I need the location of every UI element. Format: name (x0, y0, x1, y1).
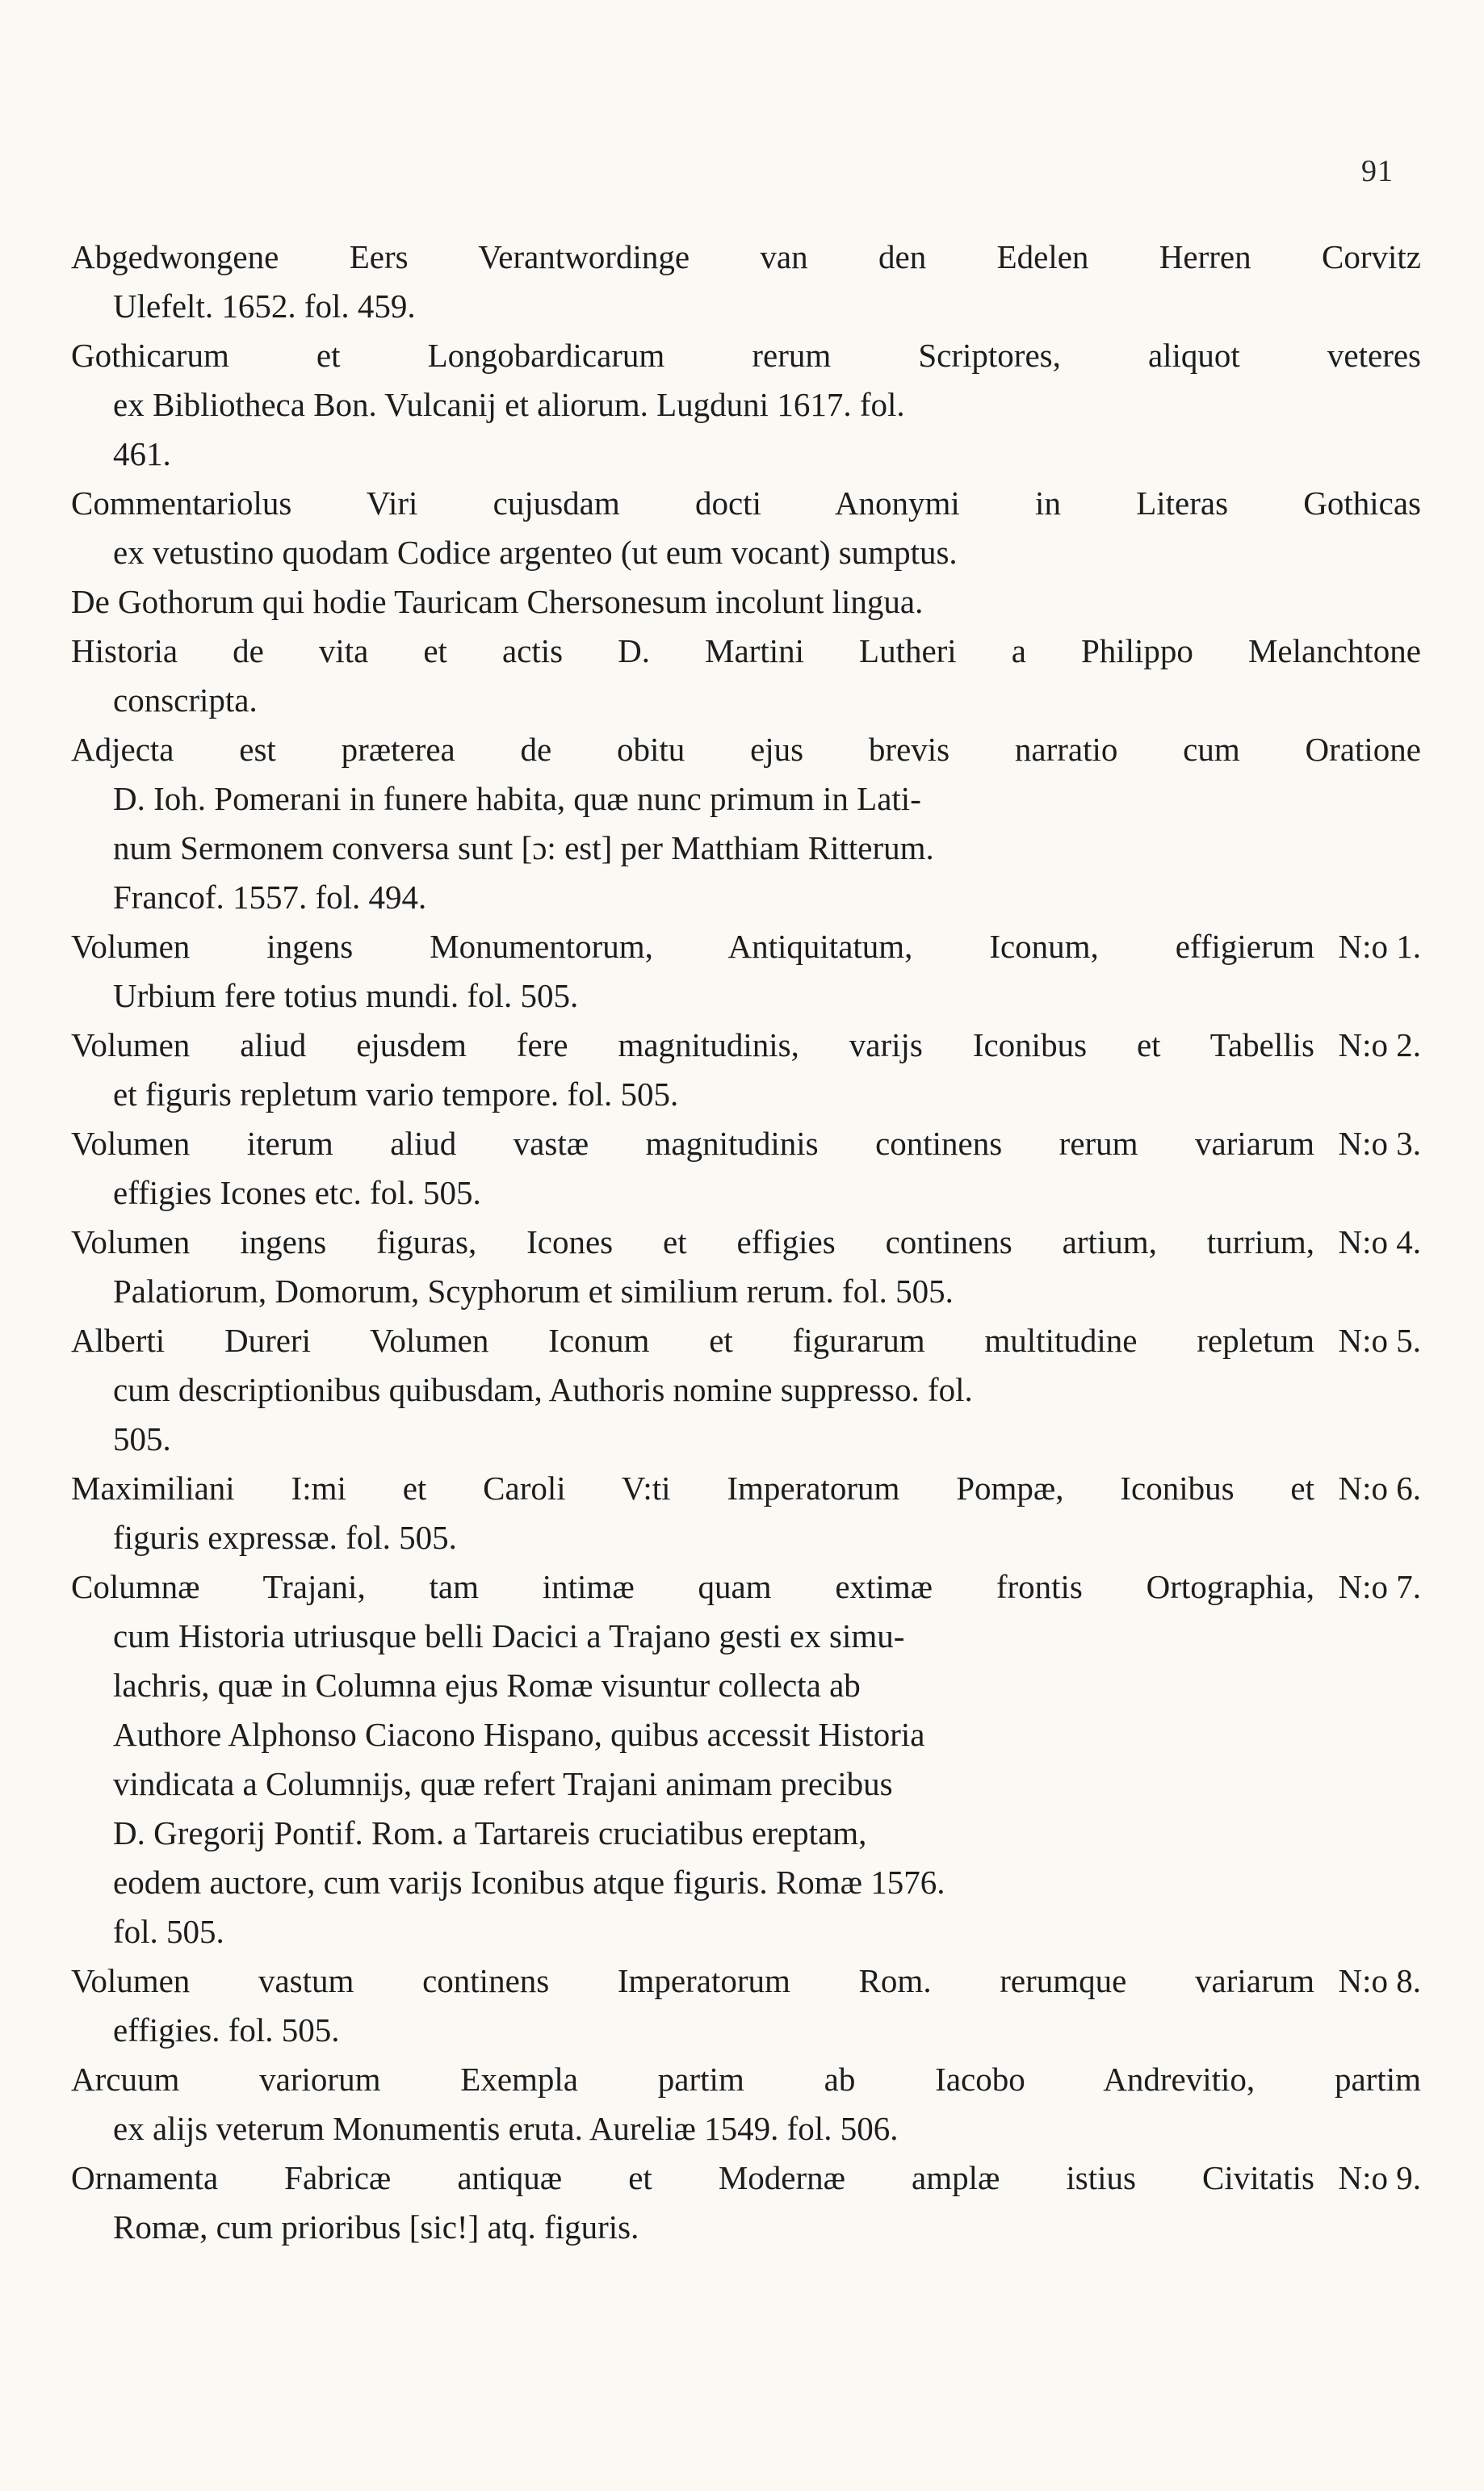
entry-title-line: Adjecta est præterea de obitu ejus brevis narratio cum Oratione (71, 731, 1421, 768)
volume-number: N:o 9. (1338, 2159, 1421, 2196)
entry-continuation-line: et figuris repletum vario tempore. fol. 505. (113, 1076, 679, 1113)
entry-continuation-line: D. Ioh. Pomerani in funere habita, quæ nunc primum in Lati- (113, 780, 921, 817)
entry-continuation-line: vindicata a Columnijs, quæ refert Trajani animam precibus (113, 1765, 893, 1802)
entry-continuation-line: ex vetustino quodam Codice argenteo (ut eum vocant) sumptus. (113, 534, 958, 571)
entry-title-line: Maximiliani I:mi et Caroli V:ti Imperatorum Pompæ, Iconibus et (71, 1470, 1314, 1507)
volume-number: N:o 8. (1338, 1962, 1421, 1999)
volume-number: N:o 3. (1338, 1125, 1421, 1162)
entry-title-line: Ornamenta Fabricæ antiquæ et Modernæ amplæ istius Civitatis (71, 2159, 1314, 2196)
entry-continuation-line: Ulefelt. 1652. fol. 459. (113, 287, 416, 325)
catalogue-entry (71, 1464, 1421, 1562)
catalogue-entries (71, 233, 1421, 2252)
entry-continuation-line: Authore Alphonso Ciacono Hispano, quibus accessit Historia (113, 1716, 925, 1753)
catalogue-entry (71, 922, 1421, 1021)
catalogue-entry (71, 233, 1421, 331)
catalogue-entry (71, 2153, 1421, 2252)
catalogue-entry (71, 1119, 1421, 1218)
entry-continuation-line: cum Historia utriusque belli Dacici a Trajano gesti ex simu- (113, 1617, 905, 1654)
entry-continuation-line: Palatiorum, Domorum, Scyphorum et similium rerum. fol. 505. (113, 1273, 954, 1310)
catalogue-entry (71, 1562, 1421, 1956)
entry-continuation-line: fol. 505. (113, 1913, 224, 1950)
entry-continuation-line: figuris expressæ. fol. 505. (113, 1519, 457, 1556)
entry-title-line: Historia de vita et actis D. Martini Lutheri a Philippo Melanchtone (71, 632, 1421, 669)
entry-title-line: Volumen iterum aliud vastæ magnitudinis continens rerum variarum (71, 1125, 1314, 1162)
entry-continuation-line: Urbium fere totius mundi. fol. 505. (113, 977, 579, 1014)
entry-continuation-line: effigies. fol. 505. (113, 2011, 340, 2049)
entry-continuation-line: effigies Icones etc. fol. 505. (113, 1174, 481, 1211)
entry-continuation-line: cum descriptionibus quibusdam, Authoris nomine suppresso. fol. (113, 1371, 973, 1408)
page-number: 91 (1361, 154, 1394, 188)
entry-title-line: Columnæ Trajani, tam intimæ quam extimæ frontis Ortographia, (71, 1568, 1314, 1605)
volume-number: N:o 7. (1338, 1568, 1421, 1605)
catalogue-entry (71, 1316, 1421, 1464)
volume-number: N:o 6. (1338, 1470, 1421, 1507)
entry-continuation-line: eodem auctore, cum varijs Iconibus atque figuris. Romæ 1576. (113, 1864, 945, 1901)
entry-title-line: Volumen ingens Monumentorum, Antiquitatum, Iconum, effigierum (71, 928, 1314, 965)
catalogue-entry (71, 577, 1421, 627)
catalogue-entry (71, 1218, 1421, 1316)
entry-continuation-line: conscripta. (113, 681, 258, 719)
entry-continuation-line: ex Bibliotheca Bon. Vulcanij et aliorum. Lugduni 1617. fol. (113, 386, 905, 423)
entry-title-line: Commentariolus Viri cujusdam docti Anonymi in Literas Gothicas (71, 484, 1421, 522)
entry-continuation-line: ex alijs veterum Monumentis eruta. Aureliæ 1549. fol. 506. (113, 2110, 899, 2147)
entry-continuation-line: 461. (113, 435, 171, 472)
entry-continuation-line: 505. (113, 1420, 171, 1457)
catalogue-entry (71, 479, 1421, 577)
volume-number: N:o 4. (1338, 1223, 1421, 1260)
entry-continuation-line: D. Gregorij Pontif. Rom. a Tartareis cruciatibus ereptam, (113, 1814, 867, 1851)
entry-title-line: Volumen vastum continens Imperatorum Rom. rerumque variarum (71, 1962, 1314, 1999)
entry-title-line: Abgedwongene Eers Verantwordinge van den Edelen Herren Corvitz (71, 238, 1421, 275)
entry-continuation-line: Romæ, cum prioribus [sic!] atq. figuris. (113, 2208, 639, 2246)
volume-number: N:o 5. (1338, 1322, 1421, 1359)
entry-title-line: Alberti Dureri Volumen Iconum et figurarum multitudine repletum (71, 1322, 1314, 1359)
catalogue-entry (71, 331, 1421, 479)
entry-title-line: Volumen aliud ejusdem fere magnitudinis, varijs Iconibus et Tabellis (71, 1026, 1314, 1063)
volume-number: N:o 1. (1338, 928, 1421, 965)
catalogue-entry (71, 627, 1421, 725)
entry-continuation-line: Francof. 1557. fol. 494. (113, 879, 427, 916)
entry-continuation-line: lachris, quæ in Columna ejus Romæ visuntur collecta ab (113, 1667, 861, 1704)
catalogue-entry (71, 725, 1421, 922)
catalogue-entry (71, 1956, 1421, 2055)
volume-number: N:o 2. (1338, 1026, 1421, 1063)
entry-title-line: Arcuum variorum Exempla partim ab Iacobo Andrevitio, partim (71, 2061, 1421, 2098)
entry-title-line: Gothicarum et Longobardicarum rerum Scriptores, aliquot veteres (71, 337, 1421, 374)
entry-continuation-line: num Sermonem conversa sunt [ɔ: est] per Matthiam Ritterum. (113, 829, 934, 866)
catalogue-entry (71, 1021, 1421, 1119)
catalogue-entry (71, 2055, 1421, 2153)
entry-title-line: Volumen ingens figuras, Icones et effigies continens artium, turrium, (71, 1223, 1314, 1260)
entry-title-line: De Gothorum qui hodie Tauricam Chersonesum incolunt lingua. (71, 583, 924, 620)
